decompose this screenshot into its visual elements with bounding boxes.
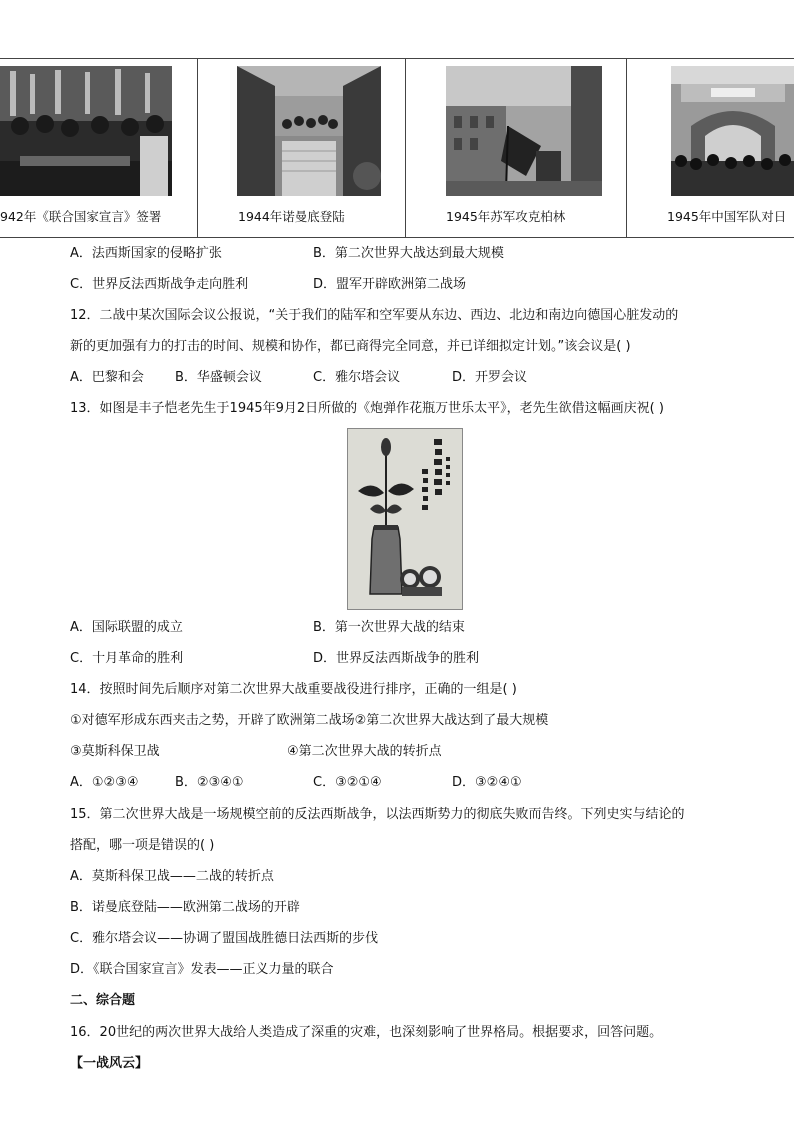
normandy-landing-photo [237, 66, 381, 196]
q15-stem-line-1: 15．第二次世界大战是一场规模空前的反法西斯战争，以法西斯势力的彻底失败而告终。下列史实与结论的 [70, 807, 685, 822]
q14-item-4: ④第二次世界大战的转折点 [287, 744, 442, 759]
q14-option-c[interactable]: C．③②①④ [313, 775, 382, 790]
q16-stem: 16．20世纪的两次世界大战给人类造成了深重的灾难，也深刻影响了世界格局。根据要求，回答问题。 [70, 1025, 663, 1040]
q13-option-b[interactable]: B．第一次世界大战的结束 [313, 620, 465, 635]
photo-caption-2: 1944年诺曼底登陆 [238, 209, 345, 224]
q13-option-c[interactable]: C．十月革命的胜利 [70, 651, 184, 666]
q12-option-c[interactable]: C．雅尔塔会议 [313, 370, 401, 385]
q11-option-b[interactable]: B．第二次世界大战达到最大规模 [313, 246, 504, 261]
q12-stem-line-1: 12．二战中某次国际会议公报说，“关于我们的陆军和空军要从东边、西边、北边和南边向德国心脏发动的 [70, 308, 679, 323]
berlin-capture-photo [446, 66, 602, 196]
photo-caption-3: 1945年苏军攻克柏林 [446, 209, 566, 224]
photo-caption-4: 1945年中国军队对日 [667, 209, 787, 224]
photo-cell-2 [197, 59, 406, 237]
q15-stem-line-2: 搭配，哪一项是错误的( ) [70, 838, 215, 853]
q15-option-c[interactable]: C．雅尔塔会议——协调了盟国战胜德日法西斯的步伐 [70, 931, 379, 946]
q15-option-b[interactable]: B．诺曼底登陆——欧洲第二战场的开辟 [70, 900, 300, 915]
photo-table [0, 58, 794, 238]
declaration-signing-photo [0, 66, 172, 196]
q12-option-a[interactable]: A．巴黎和会 [70, 370, 144, 385]
chinese-army-photo [671, 66, 794, 196]
q11-option-c[interactable]: C．世界反法西斯战争走向胜利 [70, 277, 249, 292]
q12-option-d[interactable]: D．开罗会议 [452, 370, 528, 385]
q12-stem-line-2: 新的更加强有力的打击的时间、规模和协作，都已商得完全同意，并已详细拟定计划。”该会议是( ) [70, 339, 631, 354]
section-heading: 二、综合题 [70, 993, 136, 1008]
q15-option-a[interactable]: A．莫斯科保卫战——二战的转折点 [70, 869, 274, 884]
q14-items-1-2: ①对德军形成东西夹击之势，开辟了欧洲第二战场②第二次世界大战达到了最大规模 [70, 713, 549, 728]
q13-option-d[interactable]: D．世界反法西斯战争的胜利 [313, 651, 480, 666]
q14-option-a[interactable]: A．①②③④ [70, 775, 139, 790]
q11-option-d[interactable]: D．盟军开辟欧洲第二战场 [313, 277, 467, 292]
photo-cell-3 [405, 59, 627, 237]
q14-option-b[interactable]: B．②③④① [175, 775, 244, 790]
q14-stem: 14．按照时间先后顺序对第二次世界大战重要战役进行排序，正确的一组是( ) [70, 682, 517, 697]
q16-subheading: 【一战风云】 [70, 1056, 149, 1071]
feng-zikai-painting [347, 428, 463, 610]
q14-item-3: ③莫斯科保卫战 [70, 744, 160, 759]
photo-caption-1: 942年《联合国家宣言》签署 [0, 209, 162, 224]
photo-cell-4 [626, 59, 794, 237]
q15-option-d[interactable]: D．《联合国家宣言》发表——正义力量的联合 [70, 962, 334, 977]
q13-option-a[interactable]: A．国际联盟的成立 [70, 620, 183, 635]
q13-stem: 13．如图是丰子恺老先生于1945年9月2日所做的《炮弹作花瓶万世乐太平》，老先生欲借这幅画庆祝( ) [70, 401, 664, 416]
q11-option-a[interactable]: A．法西斯国家的侵略扩张 [70, 246, 222, 261]
q14-option-d[interactable]: D．③②④① [452, 775, 522, 790]
photo-cell-1 [0, 59, 197, 237]
q12-option-b[interactable]: B．华盛顿会议 [175, 370, 262, 385]
